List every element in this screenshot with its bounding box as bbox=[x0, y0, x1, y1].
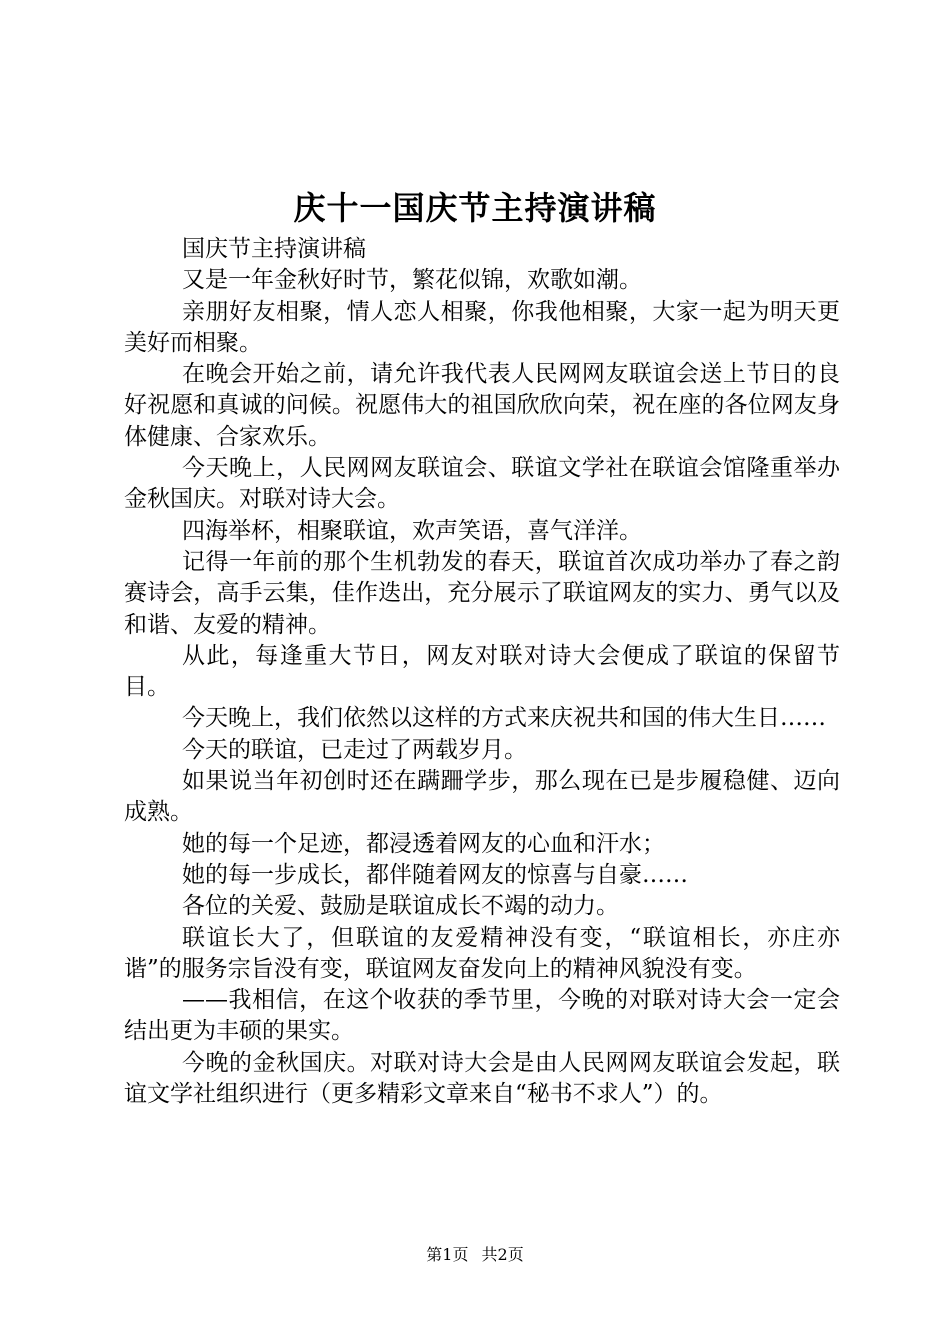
paragraph: 又是一年金秋好时节，繁花似锦，欢歌如潮。 bbox=[182, 267, 642, 294]
paragraph: 四海举杯，相聚联谊，欢声笑语，喜气洋洋。 bbox=[182, 517, 642, 544]
paragraph: 从此，每逢重大节日，网友对联对诗大会便成了联谊的保留节目。 bbox=[124, 642, 840, 701]
paragraph: 今天晚上，人民网网友联谊会、联谊文学社在联谊会馆隆重举办金秋国庆。对联对诗大会。 bbox=[124, 455, 840, 513]
paragraph: 各位的关爱、鼓励是联谊成长不竭的动力。 bbox=[182, 893, 619, 920]
paragraph: 今晚的金秋国庆。对联对诗大会是由人民网网友联谊会发起，联谊文学社组织进行（更多精彩文章来自“秘书不求人”）的。 bbox=[124, 1049, 840, 1108]
document-title: 庆十一国庆节主持演讲稿 bbox=[293, 189, 657, 227]
paragraph: 今天晚上，我们依然以这样的方式来庆祝共和国的伟大生日…… bbox=[182, 705, 826, 732]
paragraph: 国庆节主持演讲稿 bbox=[182, 236, 366, 262]
page-footer bbox=[0, 1244, 950, 1266]
paragraph: 今天的联谊，已走过了两载岁月。 bbox=[182, 736, 527, 763]
document-body bbox=[124, 234, 840, 1110]
page-number: 第1页 bbox=[426, 1245, 469, 1264]
paragraph: 记得一年前的那个生机勃发的春天，联谊首次成功举办了春之韵赛诗会，高手云集，佳作迭出，充分展示了联谊网友的实力、勇气以及和谐、友爱的精神。 bbox=[124, 548, 840, 638]
page-total: 共2页 bbox=[481, 1245, 524, 1264]
paragraph: 如果说当年初创时还在蹒跚学步，那么现在已是步履稳健、迈向成熟。 bbox=[124, 768, 840, 826]
paragraph: 联谊长大了，但联谊的友爱精神没有变，“联谊相长，亦庄亦谐”的服务宗旨没有变，联谊网友奋发向上的精神风貌没有变。 bbox=[124, 924, 840, 982]
paragraph: ——我相信，在这个收获的季节里，今晚的对联对诗大会一定会结出更为丰硕的果实。 bbox=[124, 987, 840, 1045]
paragraph: 她的每一步成长，都伴随着网友的惊喜与自豪…… bbox=[182, 861, 688, 888]
paragraph: 在晚会开始之前，请允许我代表人民网网友联谊会送上节日的良好祝愿和真诚的问候。祝愿伟大的祖国欣欣向荣，祝在座的各位网友身体健康、合家欢乐。 bbox=[124, 361, 840, 450]
paragraph: 亲朋好友相聚，情人恋人相聚，你我他相聚，大家一起为明天更美好而相聚。 bbox=[124, 298, 840, 356]
paragraph: 她的每一个足迹，都浸透着网友的心血和汗水； bbox=[182, 830, 665, 857]
